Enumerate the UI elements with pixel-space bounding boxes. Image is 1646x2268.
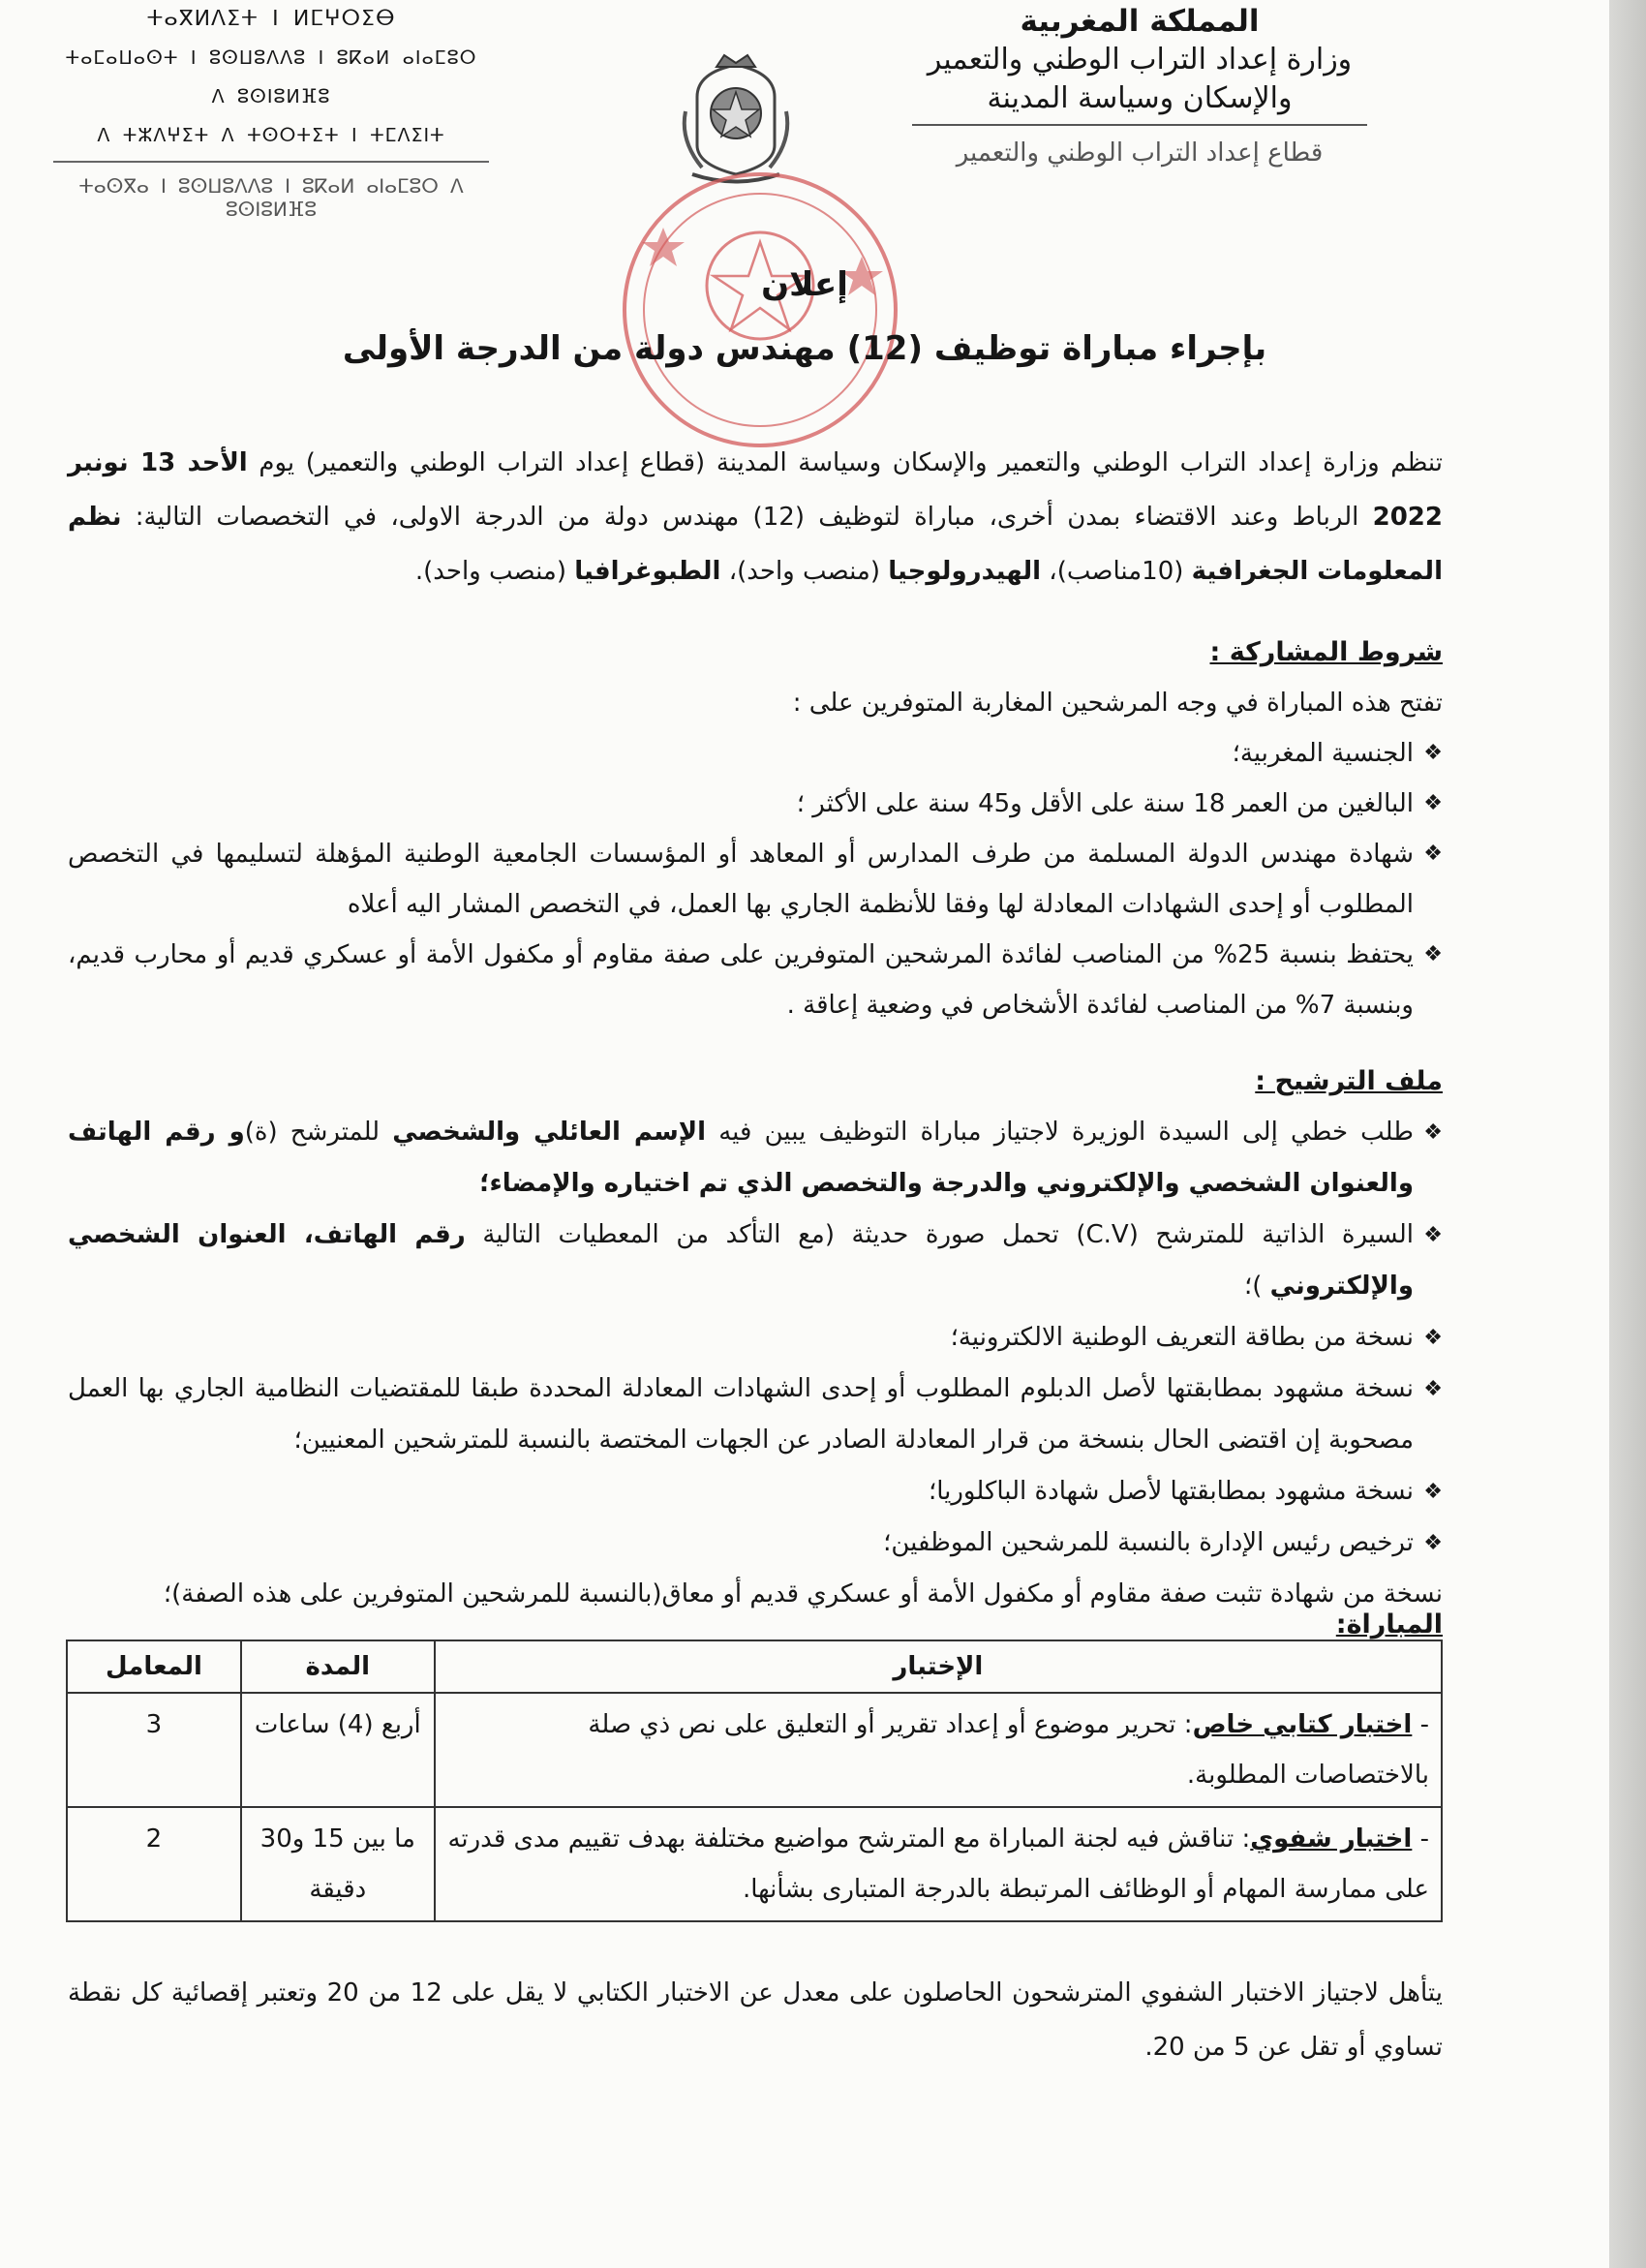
- tifinagh-line-4: ⵜⴰⵙⴳⴰ ⵏ ⵓⵙⵡⵓⴷⴷⵓ ⵏ ⵓⴽⴰⵍ ⴰⵏⴰⵎⵓⵔ ⴷ ⵓⵙⵏⵓⵍⴼⵓ: [78, 174, 464, 221]
- official-red-stamp: [605, 169, 915, 450]
- file-item: [68, 1364, 1443, 1466]
- file-item-text: نسخة مشهود بمطابقتها لأصل الدبلوم المطلوب أو إحدى الشهادات المعادلة المحددة طبقا للمقتضيات النظامية الجاري بها العمل مصحوبة إن اقتضى الحال بنسخة من قرار المعادلة الصادر عن الجهات المختصة بالنسبة للمترشحين المعنيين؛: [68, 1374, 1414, 1455]
- written-test-cell: - اختبار كتابي خاص: تحرير موضوع أو إعداد تقرير أو التعليق على نص ذي صلة بالاختصاصات المطلوبة.: [435, 1693, 1442, 1807]
- exam-date: الأحد 13 نونبر 2022: [68, 448, 1443, 532]
- footer-note: يتأهل لاجتياز الاختبار الشفوي المترشحون الحاصلون على معدل عن الاختبار الكتابي لا يقل على 12 من 20 وتعتبر إقصائية كل نقطة تساوي أو تقل عن 5 من 20.: [68, 1978, 1443, 2062]
- specialty-topography: الطبوغرافيا: [574, 557, 721, 586]
- file-item: [68, 1312, 1443, 1364]
- header-left-tifinagh: [53, 0, 489, 221]
- coefficient-cell: 3: [67, 1693, 241, 1807]
- announcement-subtitle: بإجراء مباراة توظيف (12) مهندس دولة من الدرجة الأولى: [342, 329, 1267, 368]
- coefficient-cell: 2: [67, 1807, 241, 1921]
- table-row: [67, 1693, 1442, 1807]
- header-right-arabic: [912, 0, 1367, 170]
- bullet-icon: ❖: [1423, 1326, 1443, 1350]
- file-item-text: للمترشح (ة): [244, 1118, 393, 1147]
- sector-name: قطاع إعداد التراب الوطني والتعمير: [956, 138, 1324, 168]
- tifinagh-line-3: ⴷ ⵜⵣⴷⵖⵉⵜ ⴷ ⵜⵙⵔⵜⵉⵜ ⵏ ⵜⵎⴷⵉⵏⵜ: [97, 125, 445, 146]
- condition-item: [68, 728, 1443, 779]
- table-row: [67, 1807, 1442, 1921]
- condition-text: الجنسية المغربية؛: [1232, 739, 1414, 768]
- header-left-divider: [53, 161, 489, 163]
- file-item-bold: الإسم العائلي والشخصي: [392, 1118, 707, 1147]
- file-item: [68, 1466, 1443, 1517]
- file-item-text: السيرة الذاتية للمترشح (C.V) تحمل صورة حديثة (مع التأكد من المعطيات التالية: [465, 1220, 1415, 1249]
- bullet-icon: ❖: [1423, 1120, 1443, 1145]
- bullet-icon: ❖: [1423, 741, 1443, 765]
- file-item-text: نسخة من بطاقة التعريف الوطنية الالكترونية؛: [950, 1323, 1414, 1352]
- specialty-topography-count: (منصب واحد).: [414, 557, 575, 586]
- specialty-gis: نظم المعلومات الجغرافية: [68, 503, 1443, 586]
- intro-paragraph: [68, 436, 1443, 598]
- test-type: اختبار كتابي خاص: [1192, 1710, 1413, 1739]
- file-item-text: )؛: [1243, 1272, 1270, 1301]
- oral-test-cell: - اختبار شفوي: تناقش فيه لجنة المباراة مع المترشح مواضيع مختلفة بهدف تقييم مدى قدرته على ممارسة المهام أو الوظائف المرتبطة بالدرجة المتبارى بشأنها.: [435, 1807, 1442, 1921]
- tifinagh-line-1: ⵜⴰⴳⵍⴷⵉⵜ ⵏ ⵍⵎⵖⵔⵉⴱ: [146, 7, 396, 31]
- exam-heading: المباراة:: [1335, 1609, 1443, 1640]
- test-type: اختبار شفوي: [1250, 1824, 1413, 1854]
- bullet-icon: ❖: [1423, 942, 1443, 966]
- file-heading: ملف الترشيح :: [1255, 1066, 1443, 1096]
- ministry-name-continued: والإسكان وسياسة المدينة: [987, 81, 1293, 115]
- kingdom-name: المملكة المغربية: [1020, 4, 1260, 39]
- ministry-name: وزارة إعداد التراب الوطني والتعمير: [927, 43, 1353, 77]
- duration-cell: ما بين 15 و30 دقيقة: [241, 1807, 435, 1921]
- header-coefficient: المعامل: [67, 1640, 241, 1693]
- bullet-icon: ❖: [1423, 1223, 1443, 1247]
- exam-table-header: [67, 1640, 1442, 1693]
- condition-text: يحتفظ بنسبة 25% من المناصب لفائدة المرشحين المتوفرين على صفة مقاوم أو مكفول الأمة أو عسكري قديم أو محارب قديم، وبنسبة 7% من المناصب لفائدة الأشخاص في وضعية إعاقة .: [68, 940, 1414, 1020]
- scan-edge: [1609, 0, 1646, 2268]
- file-item: [68, 1517, 1443, 1569]
- exam-table: [66, 1640, 1443, 1922]
- condition-item: [68, 930, 1443, 1030]
- test-description: : تناقش فيه لجنة المباراة مع المترشح مواضيع مختلفة بهدف تقييم مدى قدرته على ممارسة المهام أو الوظائف المرتبطة بالدرجة المتبارى بشأنها.: [447, 1824, 1429, 1904]
- file-item-bold: و رقم الهاتف والعنوان الشخصي والإلكتروني والدرجة والتخصص الذي تم اختياره والإمضاء؛: [68, 1118, 1414, 1198]
- bullet-icon: ❖: [1423, 1480, 1443, 1504]
- duration-cell: أربع (4) ساعات: [241, 1693, 435, 1807]
- intro-text-1: تنظم وزارة إعداد التراب الوطني والتعمير والإسكان وسياسة المدينة (قطاع إعداد التراب الوطني والتعمير) يوم: [247, 448, 1443, 477]
- bullet-icon: ❖: [1423, 791, 1443, 815]
- test-description: : تحرير موضوع أو إعداد تقرير أو التعليق على نص ذي صلة بالاختصاصات المطلوبة.: [588, 1710, 1429, 1790]
- file-item-note: نسخة من شهادة تثبت صفة مقاوم أو مكفول الأمة أو عسكري قديم أو معاق(بالنسبة للمرشحين المتوفرين على هذه الصفة)؛: [163, 1579, 1443, 1609]
- announcement-title: إعلان: [761, 265, 848, 304]
- tifinagh-line-2: ⵜⴰⵎⴰⵡⴰⵙⵜ ⵏ ⵓⵙⵡⵓⴷⴷⵓ ⵏ ⵓⴽⴰⵍ ⴰⵏⴰⵎⵓⵔ ⴷ ⵓⵙⵏⵓⵍⴼⵓ: [65, 47, 477, 107]
- specialty-hydrology-count: (منصب واحد)،: [720, 557, 889, 586]
- conditions-section: [68, 628, 1443, 1030]
- header-duration: المدة: [241, 1640, 435, 1693]
- conditions-heading: شروط المشاركة :: [1209, 637, 1443, 667]
- specialty-hydrology: الهيدرولوجيا: [888, 557, 1042, 586]
- condition-item: [68, 829, 1443, 930]
- header-test: الإختبار: [435, 1640, 1442, 1693]
- intro-text-2: الرباط وعند الاقتضاء بمدن أخرى، مباراة لتوظيف (12) مهندس دولة من الدرجة الاولى، في التخصصات التالية:: [121, 503, 1373, 532]
- coat-of-arms-emblem: [678, 53, 794, 184]
- condition-item: [68, 779, 1443, 829]
- application-file-section: [68, 1056, 1443, 1620]
- bullet-icon: ❖: [1423, 1531, 1443, 1555]
- file-item-bold: رقم الهاتف، العنوان الشخصي والإلكتروني: [68, 1220, 1414, 1301]
- file-item-text: نسخة مشهود بمطابقتها لأصل شهادة الباكلوريا؛: [928, 1477, 1414, 1506]
- header-divider: [912, 124, 1367, 126]
- bullet-icon: ❖: [1423, 1377, 1443, 1401]
- condition-text: البالغين من العمر 18 سنة على الأقل و45 سنة على الأكثر ؛: [796, 789, 1414, 818]
- bullet-icon: ❖: [1423, 842, 1443, 866]
- file-item: [68, 1210, 1443, 1312]
- file-item-text: طلب خطي إلى السيدة الوزيرة لاجتياز مباراة التوظيف يبين فيه: [706, 1118, 1414, 1147]
- file-item: [68, 1107, 1443, 1210]
- specialty-gis-count: (10مناصب)،: [1041, 557, 1192, 586]
- file-item-text: ترخيص رئيس الإدارة بالنسبة للمرشحين الموظفين؛: [883, 1528, 1414, 1557]
- condition-text: شهادة مهندس الدولة المسلمة من طرف المدارس أو المعاهد أو المؤسسات الجامعية الوطنية المؤهلة لتسليمها في التخصص المطلوب أو إحدى الشهادات المعادلة لها وفقا للأنظمة الجاري بها العمل، في التخصص المشار اليه أعلاه: [68, 840, 1414, 919]
- conditions-lead: تفتح هذه المباراة في وجه المرشحين المغاربة المتوفرين على :: [792, 689, 1443, 718]
